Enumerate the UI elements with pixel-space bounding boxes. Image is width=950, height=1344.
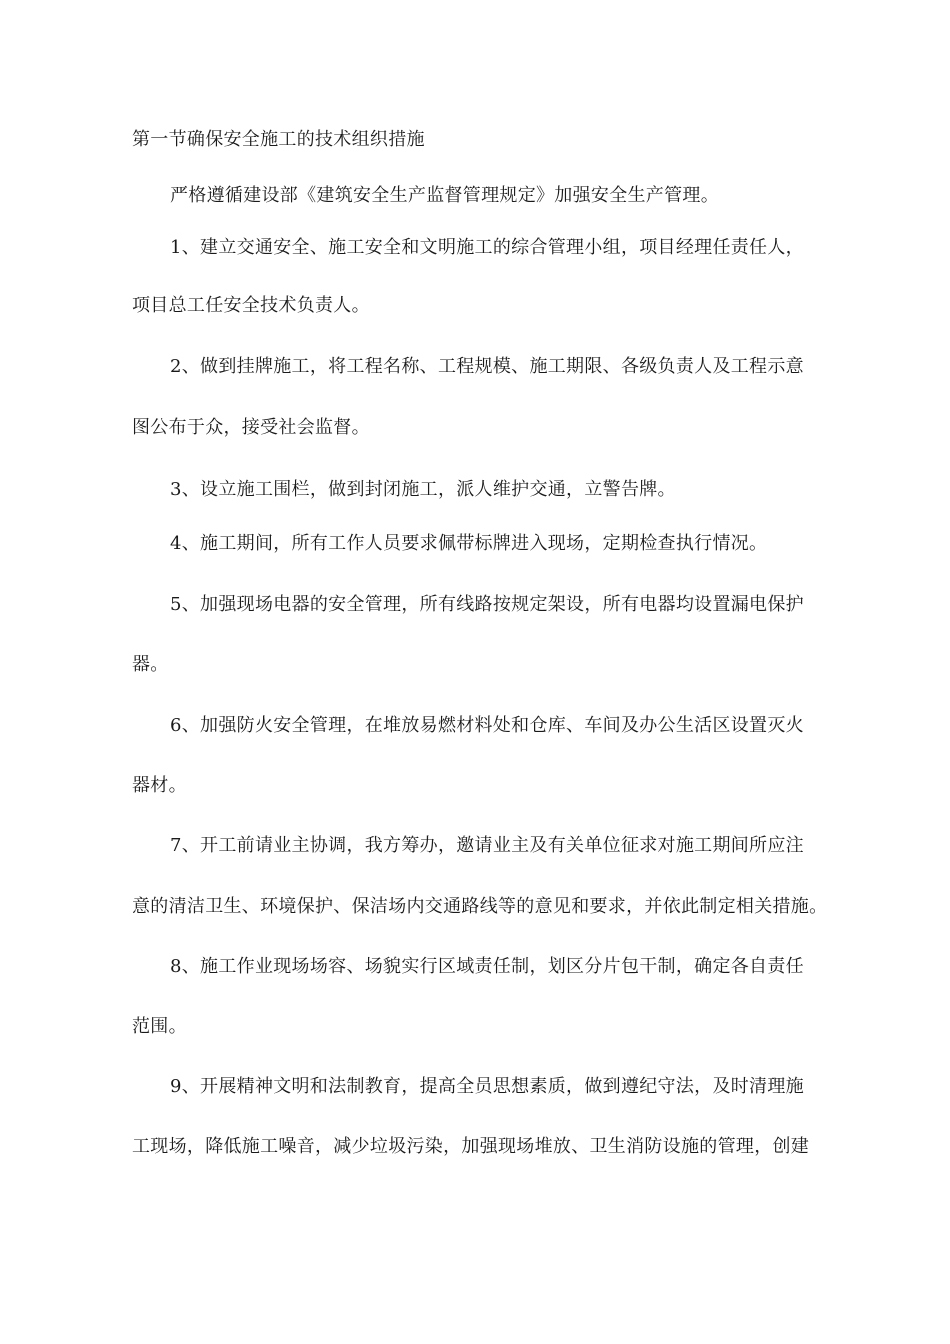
item-5-line-2: 器。 bbox=[132, 654, 169, 675]
item-6-line-2: 器材。 bbox=[132, 775, 187, 796]
item-1-line-1: 1、建立交通安全、施工安全和文明施工的综合管理小组，项目经理任责任人， bbox=[170, 237, 804, 258]
item-9-line-1: 9、开展精神文明和法制教育，提高全员思想素质，做到遵纪守法，及时清理施 bbox=[170, 1076, 804, 1097]
item-7-line-2: 意的清洁卫生、环境保护、保洁场内交通路线等的意见和要求，并依此制定相关措施。 bbox=[132, 896, 828, 917]
item-8-line-1: 8、施工作业现场场容、场貌实行区域责任制，划区分片包干制，确定各自责任 bbox=[170, 956, 804, 977]
item-2-line-1: 2、做到挂牌施工，将工程名称、工程规模、施工期限、各级负责人及工程示意 bbox=[170, 356, 804, 377]
item-3-line-1: 3、设立施工围栏，做到封闭施工，派人维护交通，立警告牌。 bbox=[170, 479, 676, 500]
item-7-line-1: 7、开工前请业主协调，我方筹办，邀请业主及有关单位征求对施工期间所应注 bbox=[170, 835, 804, 856]
item-4-line-1: 4、施工期间，所有工作人员要求佩带标牌进入现场，定期检查执行情况。 bbox=[170, 533, 768, 554]
item-6-line-1: 6、加强防火安全管理，在堆放易燃材料处和仓库、车间及办公生活区设置灭火 bbox=[170, 715, 804, 736]
item-9-line-2: 工现场，降低施工噪音，减少垃圾污染，加强现场堆放、卫生消防设施的管理，创建 bbox=[132, 1136, 810, 1157]
item-1-line-2: 项目总工任安全技术负责人。 bbox=[132, 295, 370, 316]
item-8-line-2: 范围。 bbox=[132, 1016, 187, 1037]
section-heading: 第一节确保安全施工的技术组织措施 bbox=[132, 129, 425, 150]
item-2-line-2: 图公布于众，接受社会监督。 bbox=[132, 417, 370, 438]
item-5-line-1: 5、加强现场电器的安全管理，所有线路按规定架设，所有电器均设置漏电保护 bbox=[170, 594, 804, 615]
intro-paragraph: 严格遵循建设部《建筑安全生产监督管理规定》加强安全生产管理。 bbox=[170, 185, 719, 206]
